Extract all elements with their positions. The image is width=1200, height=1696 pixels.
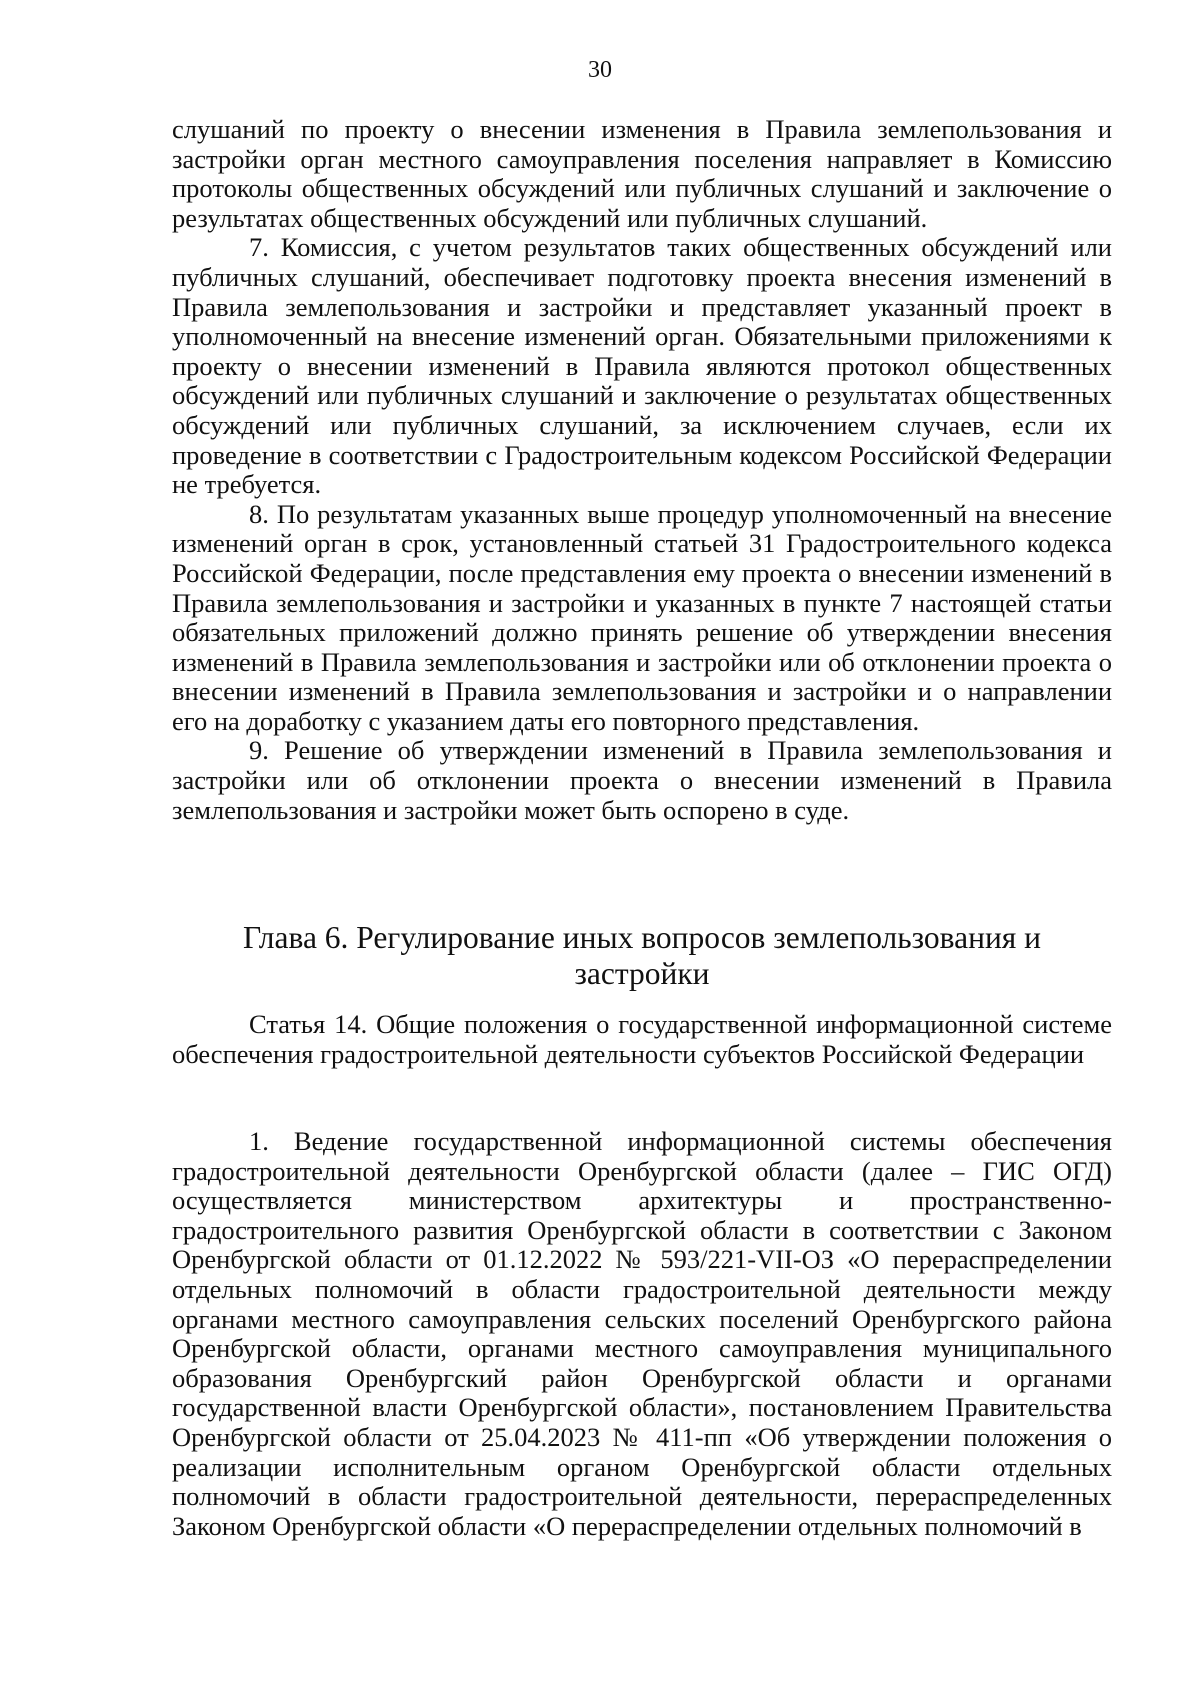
paragraph-item-7: 7. Комиссия, с учетом результатов таких общественных обсуждений или публичных слушаний, обеспечивает подготовку проекта внесения изменений в Правила землепользования и застройки и представляет указанный проект в уполномоченный на внесение изменений орган. Обязательными приложениями к проекту о внесении изменений в Правила являются протокол общественных обсуждений или публичных слушаний и заключение о результатах общественных обсуждений или публичных слушаний, за исключением случаев, если их проведение в соответствии с Градостроительным кодексом Российской Федерации не требуется. xyxy=(172,232,1112,500)
paragraph-item-1: 1. Ведение государственной информационной системы обеспечения градостроительной деятельности Оренбургской области (далее – ГИС ОГД) осуществляется министерством архитектуры и пространственно-градостроительного развития Оренбургской области в соответствии с Законом Оренбургской области от 01.12.2022 № 593/221-VII-ОЗ «О перераспределении отдельных полномочий в области градостроительной деятельности между органами местного самоуправления сельских поселений Оренбургского района Оренбургской области, органами местного самоуправления муниципального образования Оренбургский район Оренбургской области и органами государственной власти Оренбургской области», постановлением Правительства Оренбургской области от 25.04.2023 № 411-пп «Об утверждении положения о реализации исполнительным органом Оренбургской области отдельных полномочий в области градостроительной деятельности, перераспределенных Законом Оренбургской области «О перераспределении отдельных полномочий в xyxy=(172,1126,1112,1541)
chapter-heading: Глава 6. Регулирование иных вопросов землепользования и застройки xyxy=(242,920,1042,991)
page-number: 30 xyxy=(588,57,612,83)
body-text-top xyxy=(172,115,1112,825)
paragraph-continuation: слушаний по проекту о внесении изменения в Правила землепользования и застройки орган местного самоуправления поселения направляет в Комиссию протоколы общественных обсуждений или публичных слушаний и заключение о результатах общественных обсуждений или публичных слушаний. xyxy=(172,114,1112,233)
paragraph-item-8: 8. По результатам указанных выше процедур уполномоченный на внесение изменений орган в срок, установленный статьей 31 Градостроительного кодекса Российской Федерации, после представления ему проекта о внесении изменений в Правила землепользования и застройки и указанных в пункте 7 настоящей статьи обязательных приложений должно принять решение об утверждении внесения изменений в Правила землепользования и застройки или об отклонении проекта о внесении изменений в Правила землепользования и застройки и о направлении его на доработку с указанием даты его повторного представления. xyxy=(172,498,1112,736)
article-heading: Статья 14. Общие положения о государственной информационной системе обеспечения градостроительной деятельности субъектов Российской Федерации xyxy=(172,1009,1112,1069)
paragraph-item-9: 9. Решение об утверждении изменений в Правила землепользования и застройки или об отклонении проекта о внесении изменений в Правила землепользования и застройки может быть оспорено в суде. xyxy=(172,735,1112,825)
body-text-bottom xyxy=(172,1127,1112,1541)
